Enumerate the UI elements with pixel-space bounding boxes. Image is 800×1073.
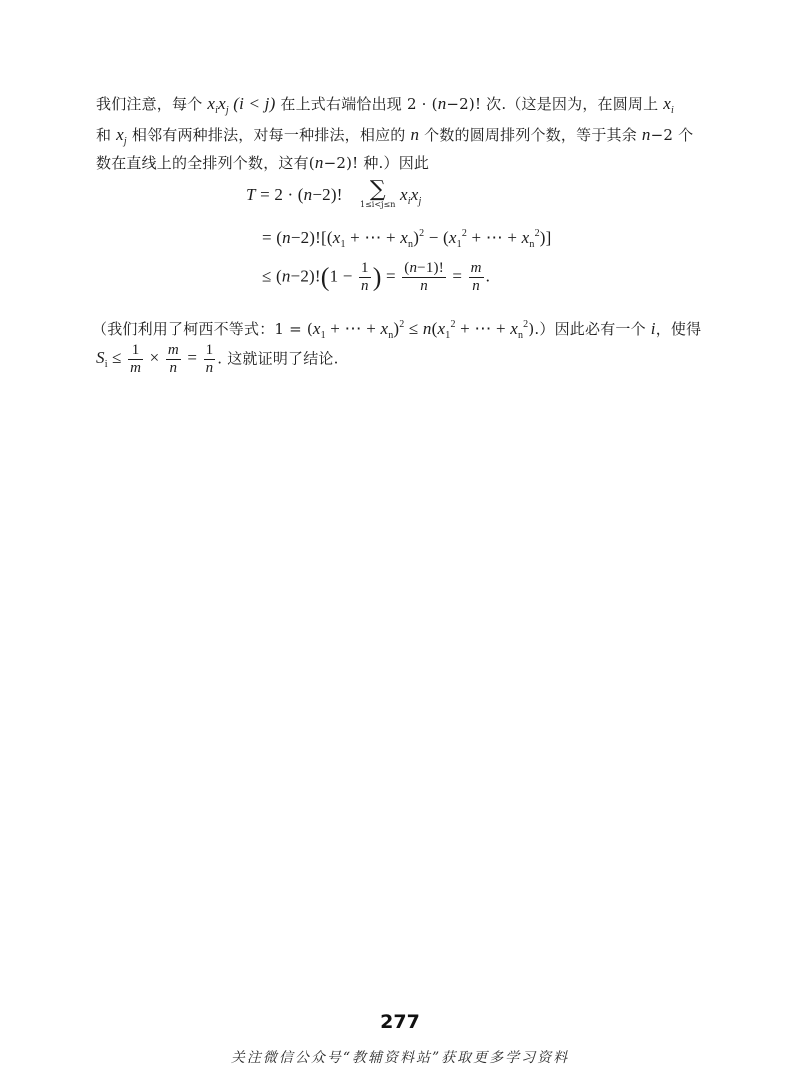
text-segment: 数在直线上的全排列个数，这有( [96,154,315,172]
text-segment: 在上式右端恰出现 2 · ( [275,95,438,113]
text-segment: 个数的圆周排列个数，等于其余 [419,126,642,144]
text-segment: （我们利用了柯西不等式：1 = ( [92,320,313,338]
math-n: n [437,94,447,113]
sum-term: $x_ix_j$ [400,185,422,207]
paragraph-line-4 [92,318,701,341]
equation-line-3: ≤ (n−2)!(1 − $\frac{1}{n}$ ) = $\frac{(n-1)!}{n}$ = $\frac{m}{n}$ . [262,260,491,294]
cauchy-inequality: $x_1$ + ⋯ + $x_n)^2 \le n(x_1^2$ + ⋯ + $x_n^2$ [312,319,529,341]
text-segment: 我们注意，每个 [96,95,208,113]
equation-line-2: = $(n-2)![(x_1$ + ⋯ + $x_n)^2 - (x_1^2$ + ⋯ + $x_n^2$)] [262,228,552,250]
conclusion-formula: $S_i$ ≤ $\frac{1}{m}$ × $\frac{m}{n}$ = $\frac{1}{n}$ [96,342,214,376]
page-number: 277 [380,1011,420,1033]
text-segment: . 这就证明了结论. [217,349,339,368]
math-xj: $x_j$ [116,125,127,147]
sum-range: 1≤i<j≤n [360,200,396,209]
math-xixj: $x_ix_j$ (i < j) [207,94,276,116]
fraction-n-1-factorial-over-n: $\frac{(n-1)!}{n}$ [404,260,444,294]
text-segment: 相邻有两种排法，对每一种排法，相应的 [126,126,411,144]
text-segment: ).）因此必有一个 [528,320,651,338]
fraction-1-over-n: $\frac{1}{n}$ [361,260,369,294]
fraction-m-over-n: $\frac{m}{n}$ [470,260,482,294]
summation [360,177,396,210]
math-i: i [650,319,656,338]
math-n: n [314,153,324,172]
text-segment: ，使得 [655,320,702,338]
paragraph-line-1 [96,93,674,116]
text-segment: −2)! 次.（这是因为，在圆周上 [446,95,664,113]
text-segment: −2 个 [650,126,694,144]
math-n: n [641,125,651,144]
paragraph-line-3 [96,152,429,173]
footer-note: 关注微信公众号“教辅资料站”获取更多学习资料 [230,1050,570,1066]
paragraph-line-2 [96,124,693,147]
sum-symbol: ∑ [369,177,386,202]
math-n: n [410,125,420,144]
text-segment: −2)! 种.）因此 [323,154,430,172]
paragraph-line-5 [96,342,339,377]
equation-line-1: T = 2 · (n−2)! [246,185,343,204]
text-segment: 和 [96,126,117,144]
math-xi: $x_i$ [663,94,675,116]
